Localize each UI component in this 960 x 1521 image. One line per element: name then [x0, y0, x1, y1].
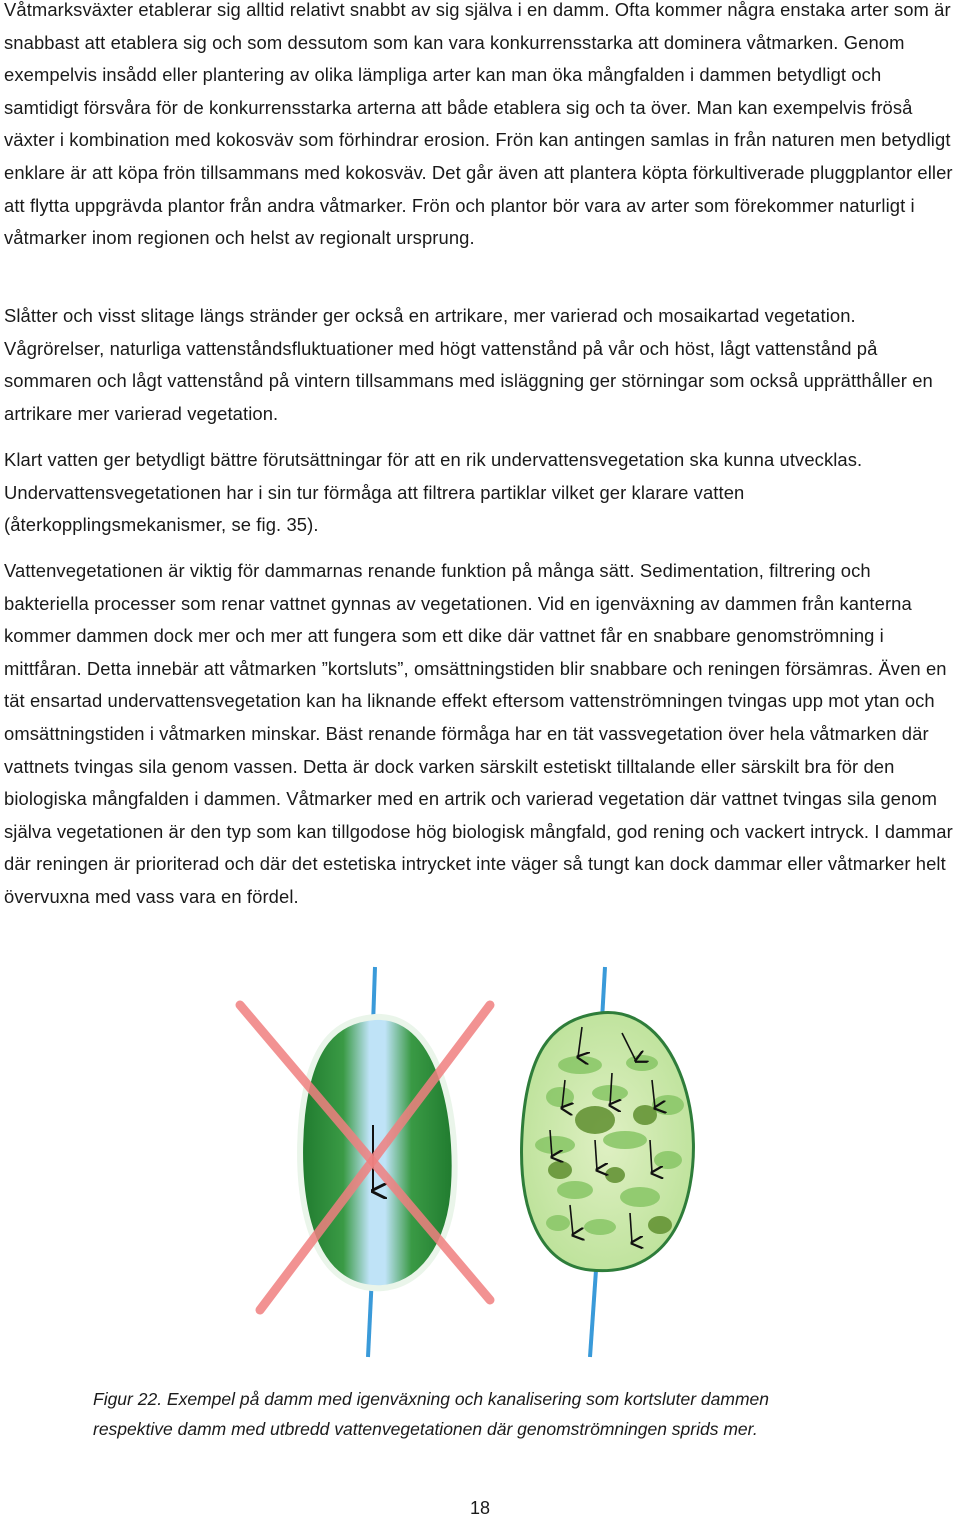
caption-line-1: Figur 22. Exempel på damm med igenväxning och kanalisering som kortsluter dammen	[93, 1389, 770, 1409]
caption-line-2: respektive damm med utbredd vattenvegetationen där genomströmningen sprids mer.	[93, 1418, 758, 1439]
page-number: 18	[469, 1498, 491, 1518]
channelized-pond	[240, 967, 490, 1357]
pond-diagram	[200, 965, 700, 1360]
outflow-stream	[590, 1270, 596, 1357]
pond-figure	[200, 965, 700, 1360]
paragraph-3: Klart vatten ger betydligt bättre förutsättningar för att en rik undervattensvegetation ska kunna utvecklas. Undervattensvegetationen har i sin tur förmåga att filtrera partiklar vilket ger klarare vatten (återkopplingsmekanismer, se fig. 35).	[4, 449, 863, 536]
figure-caption	[93, 1385, 873, 1444]
vegetated-pond	[522, 967, 694, 1357]
paragraph-4: Vattenvegetationen är viktig för dammarnas renande funktion på många sätt. Sedimentation, filtrering och bakteriella processer som renar vattnet gynnas av vegetationen. Vid en igenväxning av dammen från kanterna kommer dammen dock mer och mer att fungera som ett dike där vattnet får en snabbare genomströmning i mittfåran. Detta innebär att våtmarken ”kortsluts”, omsättningstiden blir snabbare och reningen försämras. Även en tät ensartad undervattensvegetation kan ha liknande effekt eftersom vattenströmningen tvingas upp mot ytan och omsättningstiden i våtmarken minskar. Bäst renande förmåga har en tät vassvegetation över hela våtmarken där vattnets tvingas sila genom vassen. Detta är dock varken särskilt estetiskt tilltalande eller särskilt bra för den biologiska mångfalden i dammen. Våtmarker med en artrik och varierad vegetation där vattnet tvingas sila genom själva vegetationen är den typ som kan tillgodose hög biologisk mångfald, god rening och vackert intryck. I dammar där reningen är prioriterad och där det estetiska intrycket inte väger så tungt kan dock dammar eller våtmarker helt övervuxna med vass vara en fördel.	[4, 560, 953, 907]
paragraph-1: Våtmarksväxter etablerar sig alltid relativt snabbt av sig själva i en damm. Ofta kommer några enstaka arter som är snabbast att etablera sig och som dessutom som kan vara konkurrensstarka att dominera våtmarken. Genom exempelvis insådd eller plantering av olika lämpliga arter kan man öka mångfalden i dammen betydligt och samtidigt försvåra för de konkurrensstarka arterna att både etablera sig och ta över. Man kan exempelvis fröså växter i kombination med kokosväv som förhindrar erosion. Frön kan antingen samlas in från naturen men betydligt enklare är att köpa frön tillsammans med kokosväv. Det går även att plantera köpta förkultiverade pluggplantor eller att flytta uppgrävda plantor från andra våtmarker. Frön och plantor bör vara av arter som förekommer naturligt i våtmarker inom regionen och helst av regionalt ursprung.	[4, 0, 953, 249]
paragraph-2: Slåtter och visst slitage längs stränder ger också en artrikare, mer varierad och mosaikartad vegetation. Vågrörelser, naturliga vattenståndsfluktuationer med högt vattenstånd på vår och höst, lågt vattenstånd på sommaren och lågt vattenstånd på vintern tillsammans med isläggning ger störningar som också upprätthåller en artrikare mer varierad vegetation.	[4, 305, 933, 424]
